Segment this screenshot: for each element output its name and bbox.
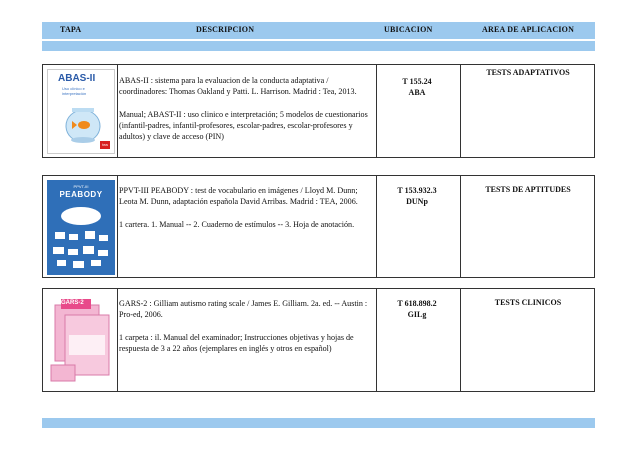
description-main: GARS-2 : Gilliam autismo rating scale / James E. Gilliam. 2a. ed. -- Austin : Pro-ed, 2006.: [119, 299, 368, 320]
call-suffix: DUNp: [406, 197, 428, 206]
row-description: [119, 75, 369, 142]
row-area: TESTS DE APTITUDES: [485, 185, 571, 194]
book-cover-gars: [47, 293, 115, 389]
table-row: [42, 64, 595, 158]
row-description: [119, 298, 369, 354]
column-divider: [376, 65, 377, 157]
cover-title: ABAS-II: [58, 73, 96, 84]
column-divider: [460, 65, 461, 157]
column-header-tapa: TAPA: [60, 25, 82, 34]
call-number: T 155.24: [402, 77, 432, 86]
call-number: T 153.932.3: [397, 186, 437, 195]
cover-title: PEABODY: [59, 190, 103, 199]
call-suffix: GILg: [407, 310, 427, 319]
cover-illustration: [49, 202, 113, 272]
publisher-logo: tea: [100, 141, 110, 149]
column-divider: [117, 176, 118, 277]
column-divider: [117, 65, 118, 157]
table-row: [42, 175, 595, 278]
column-divider: [460, 289, 461, 391]
header-band-secondary: [42, 41, 595, 51]
book-cover-abas: [47, 69, 115, 154]
cover-subtitle: PPVT-III: [73, 184, 89, 189]
call-suffix: ABA: [408, 88, 426, 97]
cover-illustration: [49, 295, 113, 385]
cover-subtitle: Uso clínico e interpretación: [62, 86, 87, 96]
column-divider: [376, 176, 377, 277]
book-cover-peabody: [47, 180, 115, 275]
table-row: [42, 288, 595, 392]
column-divider: [376, 289, 377, 391]
column-divider: [460, 176, 461, 277]
row-location: [378, 298, 456, 320]
call-number: T 618.898.2: [397, 299, 437, 308]
row-description: [119, 185, 369, 230]
description-main: ABAS-II : sistema para la evaluacion de la conducta adaptativa / coordinadores: Thomas Oakland y Patti. L. Harrison. Madrid : Tea, 2013.: [119, 76, 357, 97]
row-area: TESTS CLINICOS: [494, 298, 562, 307]
column-header-descripcion: DESCRIPCION: [196, 25, 255, 34]
cover-title: GARS-2: [61, 300, 84, 306]
row-location: [378, 76, 456, 98]
footer-band: [42, 418, 595, 428]
description-contents: 1 cartera. 1. Manual -- 2. Cuaderno de estímulos -- 3. Hoja de anotación.: [119, 219, 355, 229]
fishbowl-illustration: [62, 100, 104, 146]
description-contents: Manual; ABAST-II : uso clinico e interpretación; 5 modelos de cuestionarios (infantil-padres, infantil-profesores, escolar-padres, escolar-profesores y adultos) y clave de acceso (PIN): [119, 109, 368, 142]
column-header-ubicacion: UBICACION: [384, 25, 433, 34]
row-location: [378, 185, 456, 207]
description-contents: 1 carpeta : il. Manual del examinador; Instrucciones objetivas y hojas de respuesta de 3 a 22 años (ejemplares en inglés y otros en español): [119, 332, 354, 353]
description-main: PPVT-III PEABODY : test de vocabulario en imágenes / Lloyd M. Dunn; Leota M. Dunn, adaptación española David Arribas. Madrid : TEA, 2006.: [119, 186, 358, 207]
row-area: TESTS ADAPTATIVOS: [486, 68, 570, 77]
column-header-area: AREA DE APLICACION: [482, 25, 575, 34]
column-divider: [117, 289, 118, 391]
